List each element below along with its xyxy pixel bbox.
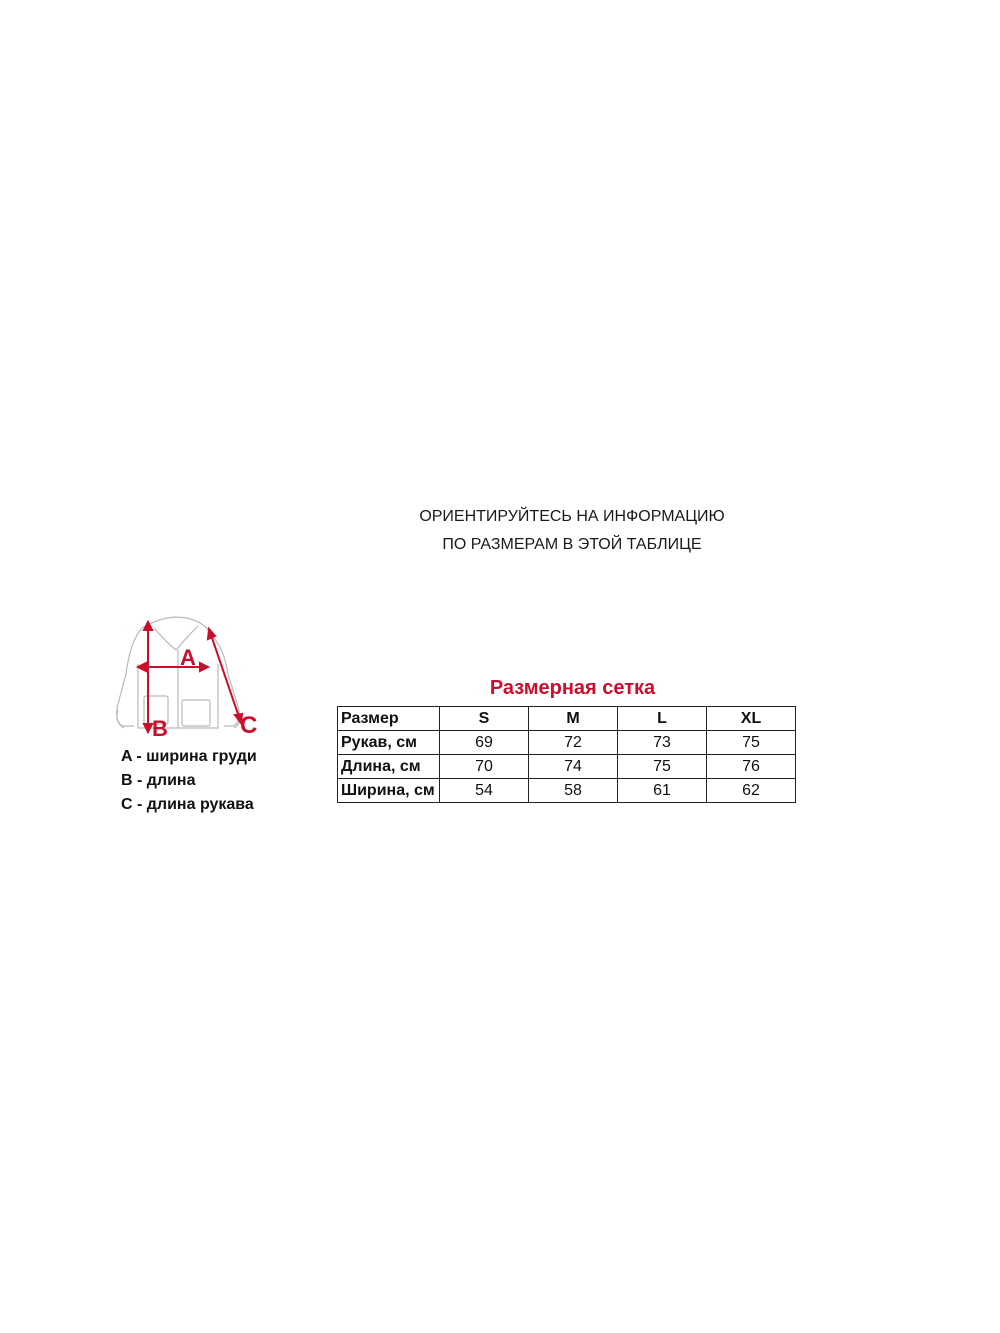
table-row-label: Ширина, см <box>338 779 440 803</box>
table-header-cell: XL <box>707 707 796 731</box>
table-cell: 74 <box>529 755 618 779</box>
measurement-legend <box>121 745 257 817</box>
table-header-cell: S <box>440 707 529 731</box>
jacket-outline <box>117 617 241 728</box>
table-cell: 69 <box>440 731 529 755</box>
table-cell: 54 <box>440 779 529 803</box>
intro-line-1: ОРИЕНТИРУЙТЕСЬ НА ИНФОРМАЦИЮ <box>419 508 725 525</box>
table-cell: 61 <box>618 779 707 803</box>
size-table-title: Размерная сетка <box>489 677 656 699</box>
table-cell: 58 <box>529 779 618 803</box>
table-header-cell: L <box>618 707 707 731</box>
diagram-label-a: A <box>180 645 196 670</box>
table-row-label: Длина, см <box>338 755 440 779</box>
table-cell: 76 <box>707 755 796 779</box>
diagram-label-b: B <box>152 716 168 741</box>
table-row <box>338 779 796 803</box>
table-header-cell: M <box>529 707 618 731</box>
table-cell: 75 <box>707 731 796 755</box>
table-cell: 70 <box>440 755 529 779</box>
legend-item-a: A - ширина груди <box>121 748 257 765</box>
table-row <box>338 755 796 779</box>
table-cell: 75 <box>618 755 707 779</box>
table-row <box>338 731 796 755</box>
intro-line-2: ПО РАЗМЕРАМ В ЭТОЙ ТАБЛИЦЕ <box>442 536 702 553</box>
table-header-row <box>338 707 796 731</box>
jacket-diagram <box>106 614 266 744</box>
table-cell: 62 <box>707 779 796 803</box>
intro-text <box>372 503 772 559</box>
legend-item-c: C - длина рукава <box>121 796 254 813</box>
diagram-label-c: C <box>240 712 258 739</box>
table-cell: 73 <box>618 731 707 755</box>
table-cell: 72 <box>529 731 618 755</box>
size-table <box>337 706 796 803</box>
table-row-label: Рукав, см <box>338 731 440 755</box>
table-header-cell: Размер <box>338 707 440 731</box>
legend-item-b: B - длина <box>121 772 196 789</box>
